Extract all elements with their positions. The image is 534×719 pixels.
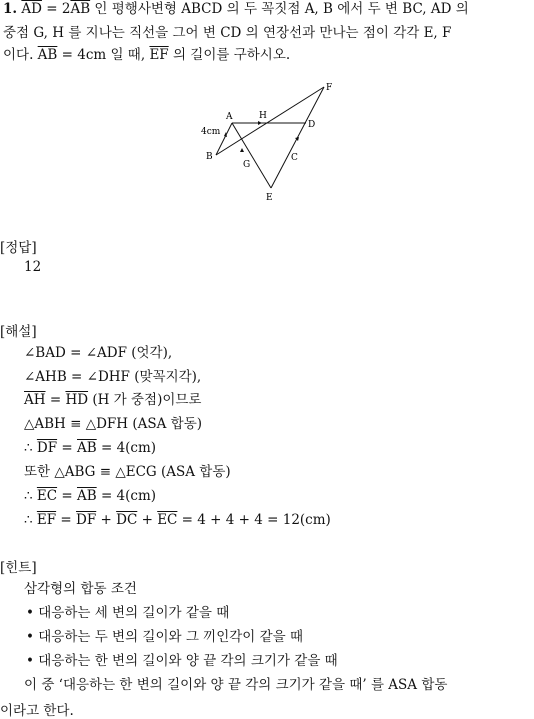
solution-line-6: 또한 △ABG ≡ △ECG (ASA 합동) [24, 464, 231, 480]
bullet-icon: • [26, 653, 34, 669]
problem-number: 1. [3, 1, 18, 17]
problem-line-3 [3, 46, 290, 64]
hint-bullet-text: 대응하는 한 변의 길이와 양 끝 각의 크기가 같을 때 [38, 653, 338, 669]
solution-heading: [해설] [0, 324, 37, 340]
solution-line-1: ∠BAD = ∠ADF (엇각), [24, 345, 173, 361]
solution-line-8 [24, 511, 331, 529]
hint-bullet-1 [26, 604, 229, 622]
arrow-bc [240, 148, 244, 152]
arrow-ad [258, 121, 262, 125]
hint-closing-1: 이 중 ‘대응하는 한 변의 길이와 양 끝 각의 크기가 같을 때’ 를 ASA 합동 [24, 677, 448, 693]
solution-line-4: △ABH ≡ △DFH (ASA 합동) [24, 416, 203, 432]
solution-line-2: ∠AHB = ∠DHF (맞꼭지각), [24, 369, 202, 385]
eq-text: = [57, 488, 77, 504]
eq-text: = [57, 440, 77, 456]
bullet-icon: • [26, 605, 34, 621]
problem-text: = 4cm 일 때, [57, 47, 150, 63]
problem-text: 의 길이를 구하시오. [168, 47, 291, 63]
hint-bullet-2 [26, 628, 303, 646]
problem-text: 인 평행사변형 ABCD 의 두 꼭짓점 A, B 에서 두 변 BC, AD 의 [90, 1, 469, 17]
label-e: E [266, 193, 273, 203]
hint-closing-2: 이라고 한다. [0, 703, 74, 719]
hint-title: 삼각형의 합동 조건 [24, 581, 137, 597]
label-d: D [308, 120, 316, 130]
eq-text: = 2 [41, 1, 71, 17]
label-a: A [226, 112, 233, 122]
segment-ab: $\overline{AB}$ [70, 1, 91, 17]
solution-line-7 [24, 487, 156, 505]
hint-heading: [힌트] [0, 560, 37, 576]
label-h: H [259, 111, 267, 121]
label-g: G [243, 160, 251, 170]
solution-text: = 4 + 4 + 4 = 12(cm) [177, 512, 331, 528]
plus-text: + [137, 512, 158, 528]
segment-ef: $\overline{EF}$ [149, 47, 169, 63]
segment-dc: $\overline{DC}$ [116, 512, 138, 528]
segment-df: $\overline{DF}$ [76, 512, 97, 528]
plus-text: + [96, 512, 117, 528]
bullet-icon: • [26, 629, 34, 645]
eq-text: = [45, 392, 66, 408]
segment-ab: $\overline{AB}$ [77, 440, 97, 456]
label-side-length: 4cm [201, 127, 221, 137]
label-f: F [326, 83, 333, 93]
answer-heading: [정답] [0, 240, 37, 256]
segment-ab: $\overline{AB}$ [37, 47, 58, 63]
segment-ah: $\overline{AH}$ [24, 392, 46, 408]
eq-text: = [56, 512, 77, 528]
problem-line-1 [3, 0, 469, 18]
segment-ec: $\overline{EC}$ [36, 488, 58, 504]
therefore-symbol: ∴ [24, 512, 37, 528]
segment-df: $\overline{DF}$ [36, 440, 58, 456]
problem-line-2: 중점 G, H 를 지나는 직선을 그어 변 CD 의 연장선과 만나는 점이 각각 E, F [3, 25, 452, 41]
solution-line-5 [24, 439, 156, 457]
answer-value: 12 [24, 259, 42, 275]
hint-bullet-3 [26, 652, 338, 670]
solution-line-3 [24, 391, 201, 409]
segment-ad: $\overline{AD}$ [21, 1, 42, 17]
problem-text: 이다. [3, 47, 38, 63]
solution-text: = 4(cm) [96, 440, 157, 456]
hint-bullet-text: 대응하는 두 변의 길이와 그 끼인각이 같을 때 [38, 629, 304, 645]
solution-text: (H 가 중점)이므로 [88, 392, 202, 408]
label-b: B [206, 152, 213, 162]
label-c: C [291, 153, 298, 163]
segment-ec: $\overline{EC}$ [157, 512, 178, 528]
segment-hd: $\overline{HD}$ [65, 392, 89, 408]
segment-ef: $\overline{EF}$ [36, 512, 57, 528]
therefore-symbol: ∴ [24, 440, 37, 456]
solution-text: = 4(cm) [96, 488, 157, 504]
hint-bullet-text: 대응하는 세 변의 길이가 같을 때 [38, 605, 230, 621]
therefore-symbol: ∴ [24, 488, 37, 504]
geometry-figure [196, 80, 346, 205]
segment-ab: $\overline{AB}$ [76, 488, 97, 504]
